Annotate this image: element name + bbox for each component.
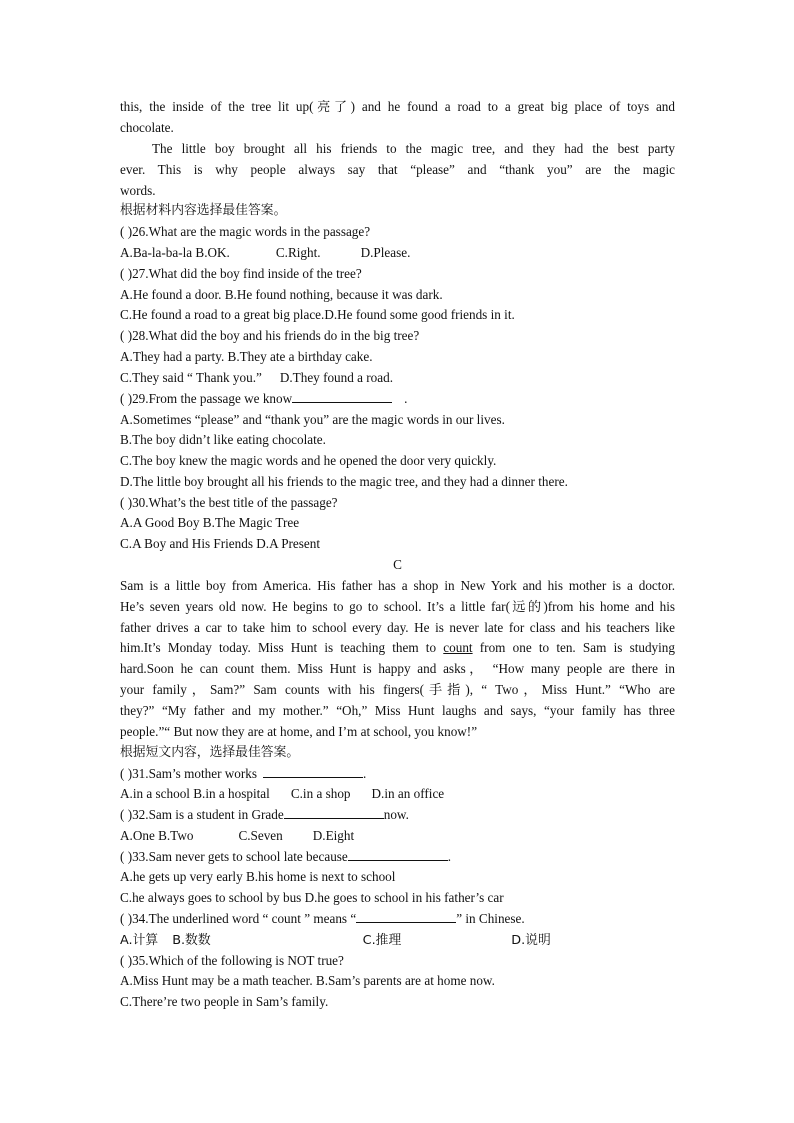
question-35-option-c: C.There’re two people in Sam’s family.: [120, 994, 329, 1009]
question-33-options-cd: C.he always goes to school by bus D.he goes to school in his father’s car: [120, 890, 504, 905]
passage-line: your family，Sam?” Sam counts with his fingers(手指), “ Two，Miss Hunt.” “Who are: [120, 682, 675, 697]
question-31: ( )31.Sam’s mother works .: [120, 766, 367, 781]
question-30-options-cd: C.A Boy and His Friends D.A Present: [120, 536, 321, 551]
question-28-options-cd: [120, 369, 675, 387]
passage-line: words.: [120, 183, 156, 198]
option-d: D.in an office: [371, 786, 445, 801]
question-31-options: [120, 785, 675, 803]
section-instruction: 根据短文内容，选择最佳答案。: [120, 745, 300, 760]
question-27-options-ab: A.He found a door. B.He found nothing, because it was dark.: [120, 287, 443, 302]
passage-line: they?” “My father and my mother.” “Oh,” Miss Hunt laughs and says, “your family has three: [120, 703, 675, 718]
option-c: C.They said “ Thank you.”: [120, 370, 262, 385]
option-d: D.Please.: [360, 245, 411, 260]
section-heading: C: [393, 557, 402, 572]
question-27: ( )27.What did the boy find inside of the tree?: [120, 266, 362, 281]
question-29: ( )29.From the passage we know .: [120, 391, 408, 406]
option-ab: A.One B.Two: [120, 828, 194, 843]
answer-blank: [356, 910, 456, 923]
option-d: D.Eight: [312, 828, 355, 843]
question-33: ( )33.Sam never gets to school late because .: [120, 849, 452, 864]
question-26-options: [120, 244, 675, 262]
option-a: A.计算: [120, 933, 159, 948]
question-27-options-cd: C.He found a road to a great big place.D.He found some good friends in it.: [120, 307, 515, 322]
question-35-options-ab: A.Miss Hunt may be a math teacher. B.Sam’s parents are at home now.: [120, 973, 495, 988]
option-c: C.推理: [362, 933, 402, 948]
question-32: ( )32.Sam is a student in Grade now.: [120, 807, 409, 822]
section-instruction: 根据材料内容选择最佳答案。: [120, 203, 287, 218]
question-32-options: [120, 827, 675, 845]
passage-line: people.”“ But now they are at home, and I’m at school, you know!”: [120, 724, 478, 739]
passage-line: this, the inside of the tree lit up(亮了) and he found a road to a great big place of toys and: [120, 99, 675, 114]
answer-blank: [292, 390, 392, 403]
question-33-options-ab: A.he gets up very early B.his home is next to school: [120, 869, 396, 884]
passage-line: He’s seven years old now. He begins to go to school. It’s a little far(远的)from his home and his: [120, 599, 675, 614]
option-c: C.in a shop: [290, 786, 351, 801]
passage-line: father drives a car to take him to school every day. He is never late for class and his teachers like: [120, 620, 675, 635]
passage-line: chocolate.: [120, 120, 174, 135]
question-35: ( )35.Which of the following is NOT true?: [120, 953, 344, 968]
question-30: ( )30.What’s the best title of the passage?: [120, 495, 338, 510]
passage-line: Sam is a little boy from America. His father has a shop in New York and his mother is a doctor.: [120, 578, 675, 593]
passage-line: The little boy brought all his friends to the magic tree, and they had the best party: [152, 141, 675, 156]
option-d: D.说明: [511, 933, 551, 948]
question-29-option-c: C.The boy knew the magic words and he opened the door very quickly.: [120, 453, 497, 468]
question-26: ( )26.What are the magic words in the passage?: [120, 224, 371, 239]
question-29-option-b: B.The boy didn’t like eating chocolate.: [120, 432, 326, 447]
question-34: ( )34.The underlined word “ count ” means “ ” in Chinese.: [120, 911, 525, 926]
underlined-word: count: [443, 640, 473, 655]
passage-line: hard.Soon he can count them. Miss Hunt is happy and asks， “How many people are there in: [120, 661, 675, 676]
option-b: B.数数: [172, 933, 211, 948]
question-29-option-a: A.Sometimes “please” and “thank you” are the magic words in our lives.: [120, 412, 505, 427]
answer-blank: [284, 806, 384, 819]
answer-blank: [348, 848, 448, 861]
question-28: ( )28.What did the boy and his friends do in the big tree?: [120, 328, 420, 343]
question-34-options: [120, 931, 675, 949]
question-28-options-ab: A.They had a party. B.They ate a birthday cake.: [120, 349, 373, 364]
option-c: C.Right.: [275, 245, 321, 260]
question-30-options-ab: A.A Good Boy B.The Magic Tree: [120, 515, 300, 530]
option-ab: A.in a school B.in a hospital: [120, 786, 270, 801]
question-29-option-d: D.The little boy brought all his friends to the magic tree, and they had a dinner there.: [120, 474, 568, 489]
option-ab: A.Ba-la-ba-la B.OK.: [120, 245, 230, 260]
passage-line: ever. This is why people always say that “please” and “thank you” are the magic: [120, 162, 675, 177]
passage-line: him.It’s Monday today. Miss Hunt is teaching them to count from one to ten. Sam is studying: [120, 640, 675, 655]
option-d: D.They found a road.: [279, 370, 394, 385]
option-c: C.Seven: [238, 828, 283, 843]
answer-blank: [263, 765, 363, 778]
